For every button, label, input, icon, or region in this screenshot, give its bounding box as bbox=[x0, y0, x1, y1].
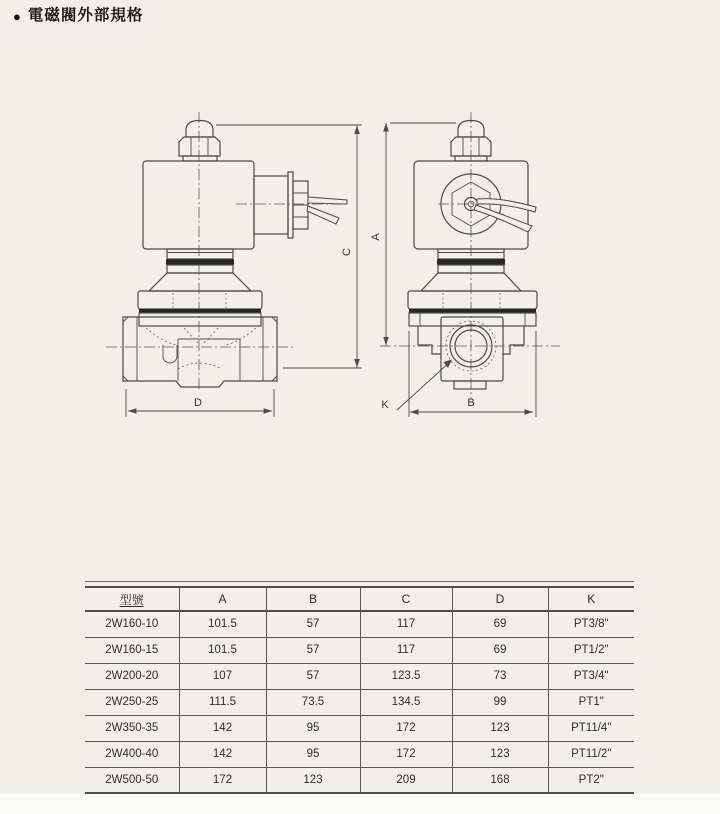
table-row bbox=[85, 741, 634, 767]
spec-cell: 172 bbox=[360, 715, 452, 741]
table-header-row bbox=[85, 587, 634, 611]
column-header-model: 型號 bbox=[119, 592, 144, 607]
spec-cell: 117 bbox=[360, 637, 452, 663]
spec-cell: 142 bbox=[179, 715, 266, 741]
model-cell: 2W160-10 bbox=[105, 618, 159, 631]
column-header-b: B bbox=[266, 587, 360, 611]
port-label-k: K bbox=[381, 399, 389, 411]
spec-cell: 73 bbox=[452, 663, 548, 689]
spec-cell: 73.5 bbox=[266, 689, 360, 715]
column-header-a: A bbox=[179, 587, 266, 611]
table-row bbox=[85, 637, 634, 663]
spec-cell: 117 bbox=[360, 611, 452, 637]
spec-table bbox=[85, 586, 634, 794]
model-cell: 2W160-15 bbox=[105, 644, 159, 656]
table-row bbox=[85, 611, 634, 637]
spec-cell: PT3/8" bbox=[548, 611, 634, 637]
column-header-c: C bbox=[360, 587, 452, 611]
table-row bbox=[85, 663, 634, 689]
spec-cell: 101.5 bbox=[179, 637, 266, 663]
spec-cell: 111.5 bbox=[179, 689, 266, 715]
side-view-drawing bbox=[106, 112, 362, 417]
spec-cell: 209 bbox=[360, 767, 452, 793]
dim-label-a: A bbox=[370, 233, 382, 241]
table-body bbox=[85, 611, 634, 793]
bullet-icon: ● bbox=[13, 8, 21, 24]
spec-cell: 95 bbox=[266, 715, 360, 741]
spec-cell: PT1/2" bbox=[548, 637, 634, 663]
spec-cell: 57 bbox=[266, 611, 360, 637]
section-header bbox=[13, 7, 143, 26]
spec-cell: 172 bbox=[179, 767, 266, 793]
spec-cell: 99 bbox=[452, 689, 548, 715]
dim-label-c: C bbox=[341, 248, 353, 256]
spec-cell: 101.5 bbox=[179, 611, 266, 637]
page-title: 電磁閥外部規格 bbox=[27, 7, 144, 24]
model-cell: 2W250-25 bbox=[105, 696, 159, 708]
spec-cell: 142 bbox=[179, 741, 266, 767]
spec-cell: 123 bbox=[452, 715, 548, 741]
spec-cell: PT2" bbox=[548, 767, 634, 793]
dim-label-b: B bbox=[467, 397, 475, 409]
spec-cell: 69 bbox=[452, 611, 548, 637]
scan-bottom-margin bbox=[0, 794, 720, 814]
model-cell: 2W200-20 bbox=[105, 670, 159, 682]
spec-cell: 95 bbox=[266, 741, 360, 767]
table-top-rule bbox=[85, 581, 634, 582]
table-row bbox=[85, 715, 634, 741]
spec-cell: 123 bbox=[266, 767, 360, 793]
spec-cell: PT11/2" bbox=[548, 741, 634, 767]
spec-cell: 57 bbox=[266, 637, 360, 663]
spec-cell: 69 bbox=[452, 637, 548, 663]
spec-cell: 123.5 bbox=[360, 663, 452, 689]
model-cell: 2W350-35 bbox=[105, 722, 159, 734]
table-row bbox=[85, 767, 634, 793]
spec-cell: PT11/4" bbox=[548, 715, 634, 741]
column-header-k: K bbox=[548, 587, 634, 611]
spec-cell: 172 bbox=[360, 741, 452, 767]
front-view-drawing bbox=[370, 112, 560, 417]
spec-cell: 107 bbox=[179, 663, 266, 689]
technical-drawing bbox=[0, 95, 720, 440]
spec-cell: 168 bbox=[452, 767, 548, 793]
spec-cell: PT3/4" bbox=[548, 663, 634, 689]
model-cell: 2W500-50 bbox=[105, 773, 159, 786]
table-row bbox=[85, 689, 634, 715]
spec-cell: 57 bbox=[266, 663, 360, 689]
spec-cell: PT1" bbox=[548, 689, 634, 715]
spec-cell: 134.5 bbox=[360, 689, 452, 715]
column-header-d: D bbox=[452, 587, 548, 611]
dim-label-d: D bbox=[194, 397, 202, 409]
model-cell: 2W400-40 bbox=[105, 748, 159, 760]
spec-cell: 123 bbox=[452, 741, 548, 767]
